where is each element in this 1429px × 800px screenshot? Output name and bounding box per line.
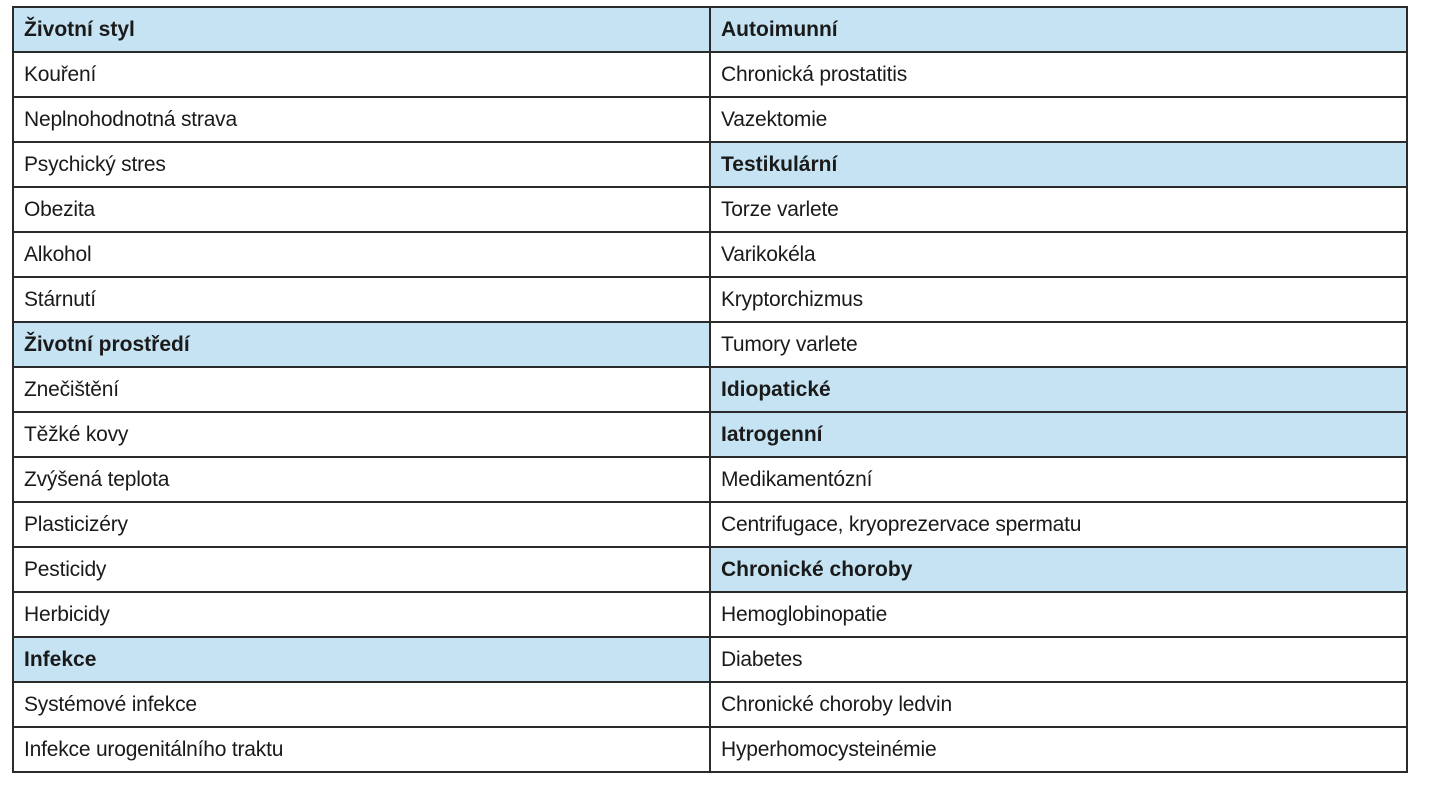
table-row [13,457,1407,502]
table-cell-left: Plasticizéry [13,502,710,547]
table-cell-left: Zvýšená teplota [13,457,710,502]
section-header-left: Infekce [13,637,710,682]
table-row [13,682,1407,727]
table-cell-right: Hemoglobinopatie [710,592,1407,637]
table-cell-right: Kryptorchizmus [710,277,1407,322]
table-cell-right: Varikokéla [710,232,1407,277]
section-header-right: Chronické choroby [710,547,1407,592]
section-header-right: Idiopatické [710,367,1407,412]
table-cell-left: Herbicidy [13,592,710,637]
table-row [13,277,1407,322]
section-header-left: Životní prostředí [13,322,710,367]
table-row [13,187,1407,232]
table-cell-right: Diabetes [710,637,1407,682]
section-header-right: Iatrogenní [710,412,1407,457]
table-cell-left: Neplnohodnotná strava [13,97,710,142]
table-row [13,52,1407,97]
section-header-right: Autoimunní [710,7,1407,52]
factors-table [12,6,1408,773]
table-row [13,322,1407,367]
section-header-left: Životní styl [13,7,710,52]
table-row [13,502,1407,547]
table-cell-left: Systémové infekce [13,682,710,727]
table-cell-left: Infekce urogenitálního traktu [13,727,710,772]
table-cell-left: Obezita [13,187,710,232]
table-cell-left: Alkohol [13,232,710,277]
table-cell-left: Stárnutí [13,277,710,322]
table-cell-left: Znečištění [13,367,710,412]
table-row [13,637,1407,682]
table-cell-right: Chronické choroby ledvin [710,682,1407,727]
table-row [13,547,1407,592]
table-cell-left: Pesticidy [13,547,710,592]
factors-table-container [12,6,1402,773]
section-header-right: Testikulární [710,142,1407,187]
table-row [13,412,1407,457]
table-cell-right: Hyperhomocysteinémie [710,727,1407,772]
table-body [13,7,1407,772]
table-row [13,592,1407,637]
table-cell-right: Centrifugace, kryoprezervace spermatu [710,502,1407,547]
table-row [13,97,1407,142]
table-row [13,7,1407,52]
table-row [13,367,1407,412]
table-row [13,727,1407,772]
table-row [13,232,1407,277]
table-cell-right: Tumory varlete [710,322,1407,367]
table-cell-right: Chronická prostatitis [710,52,1407,97]
table-row [13,142,1407,187]
table-cell-right: Torze varlete [710,187,1407,232]
table-cell-left: Psychický stres [13,142,710,187]
table-cell-right: Medikamentózní [710,457,1407,502]
table-cell-right: Vazektomie [710,97,1407,142]
table-cell-left: Těžké kovy [13,412,710,457]
table-cell-left: Kouření [13,52,710,97]
